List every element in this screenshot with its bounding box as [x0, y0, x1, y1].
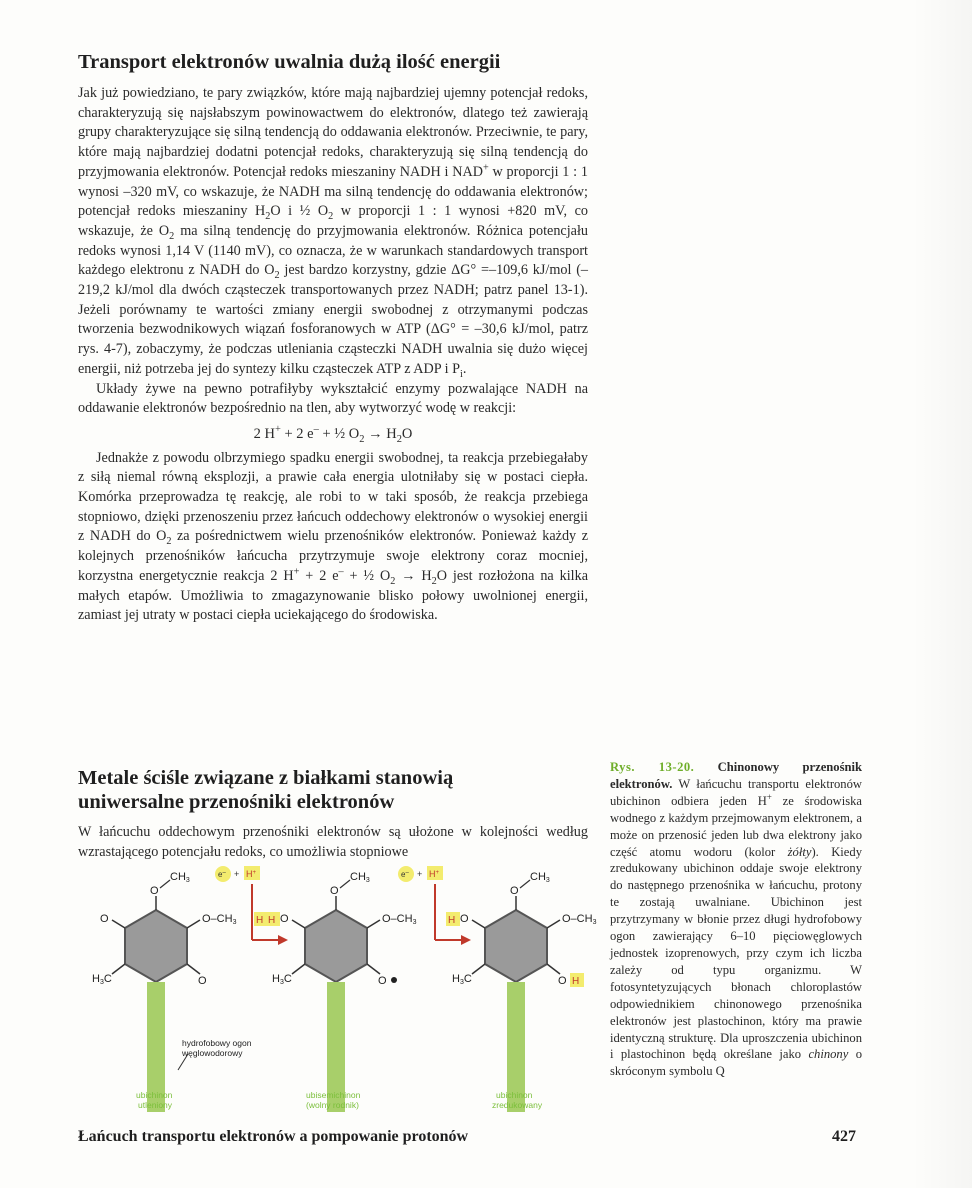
section-heading-2: Metale ściśle związane z białkami stanowią uniwersalne przenośniki elektronów: [78, 767, 454, 813]
label-h3c: H3C: [92, 973, 112, 986]
figure-number: Rys. 13-20.: [610, 760, 695, 774]
svg-text:H+: H+: [429, 869, 440, 879]
svg-text:O: O: [330, 885, 339, 897]
paragraph-3: Jednakże z powodu olbrzymiego spadku energii swobodnej, ta reakcja przebiegałaby z siłą niemal równą eksplozji, a prawie cała energia ulotniłaby się w postaci ciepła. Komórka przeprowadza tę reakcję, ale robi to w taki sposób, że reakcja przebiega stopniowo, dzięki przenoszeniu przez łańcuch oddechowy elektronów o wysokiej energii z NADH do $O_2$ za pośrednictwem wielu przenośników elektronów. Ponieważ każdy z kolejnych przenośników łańcucha przytrzymuje swoje elektrony coraz mocniej, korzystna energetycznie reakcja 2 H+ + 2 e– + ½ $O_2 \to H_2O$ jest rozłożona na kilka małych etapów. Umożliwia to zmagazynowanie blisko połowy uwolnionej energii, zamiast jej utraty w postaci ciepła uciekającego do środowiska.: [78, 449, 588, 624]
benzene-ring: [305, 910, 367, 982]
label-ubiquinone-reduced-2: zredukowany: [492, 1100, 543, 1110]
svg-text:CH3: CH3: [530, 871, 550, 884]
label-och3: O–CH3: [202, 913, 237, 926]
svg-text:H3C: H3C: [272, 973, 292, 986]
reaction-arrow-1: [215, 866, 288, 945]
paragraph-4: W łańcuchu oddechowym przenośniki elektronów są ułożone w kolejności według wzrastającego potencjału redoks, co umożliwia stopniowe: [78, 824, 588, 860]
page-edge-shadow: [912, 0, 972, 1188]
atom-o-top: O: [150, 885, 159, 897]
figure-title: Chinonowy przenośnik elektronów.: [610, 760, 862, 791]
molecule-ubiquinone-oxidized: [92, 869, 240, 1112]
molecule-ubiquinone-reduced: [446, 871, 597, 1112]
proton-label: H+: [246, 869, 257, 879]
atom-o-bottom: O: [198, 975, 207, 987]
page-number: 427: [832, 1128, 856, 1145]
reaction-equation: 2 H+ + 2 e– + ½ $O_2 \to H_2O$: [253, 424, 413, 445]
h-atom-label: H: [256, 915, 264, 926]
benzene-ring: [125, 910, 187, 982]
svg-text:e–: e–: [401, 870, 409, 879]
section1-text: [78, 84, 588, 626]
tail-label-1: hydrofobowy ogon: [182, 1038, 252, 1048]
svg-text:O: O: [510, 885, 519, 897]
figure-caption: Rys. 13-20. Chinonowy przenośnik elektronów. W łańcuchu transportu elektronów ubichinon odbiera jeden H+ ze środowiska wodnego z każdym przejmowanym elektronem, a może on przenosić jeden lub dwa elektrony jako część atomu wodoru (kolor żółty). Kiedy zredukowany ubichinon oddaje swoje elektrony do następnego przenośnika w łańcuchu, protony te zostają uwalniane. Ubichinon jest przytrzymany w błonie przez długi hydrofobowy ogon zawierający 6–10 pięciowęglowych jednostek izoprenowych, przy czym ich liczba zależy od typu organizmu. W fotosyntetyzujących błonach chloroplastów odpowiednikiem chinonowego przenośnika elektronów jest plastochinon, który ma prawie identyczną strukturę. Dla uproszczenia ubichinon i plastochinon będą określane jako chinony o skróconym symbolu Q: [610, 760, 862, 1079]
svg-text:O: O: [558, 975, 567, 987]
section-heading-1: Transport elektronów uwalnia dużą ilość energii: [78, 51, 501, 73]
label-ubiquinone-oxidized-1: ubichinon: [136, 1090, 173, 1100]
svg-text:O: O: [460, 913, 469, 925]
svg-text:H: H: [268, 915, 276, 926]
tail-label-2: węglowodorowy: [182, 1048, 243, 1058]
label-ch3: CH3: [170, 871, 190, 884]
paragraph-2: Układy żywe na pewno potrafiłyby wykształcić enzymy pozwalające NADH na oddawanie elektronów bezpośrednio na tlen, aby wytworzyć wodę w reakcji:: [78, 380, 588, 417]
svg-text:H3C: H3C: [452, 973, 472, 986]
svg-text:H: H: [448, 915, 456, 926]
label-ubisemiquinone-2: (wolny rodnik): [306, 1100, 359, 1110]
atom-o-left: O: [100, 913, 109, 925]
svg-text:CH3: CH3: [350, 871, 370, 884]
benzene-ring: [485, 910, 547, 982]
svg-text:O–CH3: O–CH3: [562, 913, 597, 926]
svg-text:O–CH3: O–CH3: [382, 913, 417, 926]
paragraph-1: Jak już powiedziano, te pary związków, które mają najbardziej ujemny potencjał redoks, charakteryzują się najsłabszym powinowactwem do elektronów, dlatego też zawierają grupy charakteryzujące się silną tendencją do oddawania elektronów. Przeciwnie, te pary, które mają najbardziej dodatni potencjał redoks, charakteryzują się silną tendencją do przyjmowania elektronów. Potencjał redoks mieszaniny NADH i NAD+ w proporcji 1 : 1 wynosi –320 mV, co wskazuje, że NADH ma silną tendencję do oddawania elektronów; potencjał redoks mieszaniny $H_2O$ i ½ $O_2$ w proporcji 1 : 1 wynosi +820 mV, co wskazuje, że $O_2$ ma silną tendencję do przyjmowania elektronów. Różnica potencjału redoks wynosi 1,14 V (1140 mV), co oznacza, że w warunkach standardowych transport każdego elektronu z NADH do $O_2$ jest bardzo korzystny, gdzie ΔG° =–109,6 kJ/mol (–219,2 kJ/mol dla dwóch cząsteczek transportowanych przez NADH; patrz panel 13-1). Jeżeli porównamy te wartości zmiany energii swobodnej z otrzymanymi podczas tworzenia bezwodnikowych wiązań fosforanowych w ATP (ΔG° = –30,6 kJ/mol, patrz rys. 4-7), zobaczymy, że podczas utleniania cząsteczki NADH uwalnia się dużo więcej energii, niż potrzeba jej do syntezy kilku cząsteczek ATP z ADP i $P_i$.: [78, 85, 589, 380]
running-footer-title: Łańcuch transportu elektronów a pompowanie protonów: [78, 1128, 469, 1145]
svg-text:H: H: [572, 976, 580, 987]
svg-text:O: O: [280, 913, 289, 925]
molecule-ubisemiquinone: [266, 871, 417, 1112]
svg-text:O: O: [378, 975, 387, 987]
quinone-figure: [78, 860, 598, 1120]
section2-text: [78, 823, 588, 862]
label-ubisemiquinone-1: ubisemichinon: [306, 1090, 361, 1100]
svg-text:+: +: [417, 869, 423, 879]
label-ubiquinone-reduced-1: ubichinon: [496, 1090, 533, 1100]
radical-dot: [391, 977, 397, 983]
svg-text:+: +: [234, 869, 240, 879]
svg-text:e–: e–: [218, 870, 226, 879]
label-ubiquinone-oxidized-2: utleniony: [138, 1100, 173, 1110]
reaction-arrow-2: [398, 866, 471, 945]
